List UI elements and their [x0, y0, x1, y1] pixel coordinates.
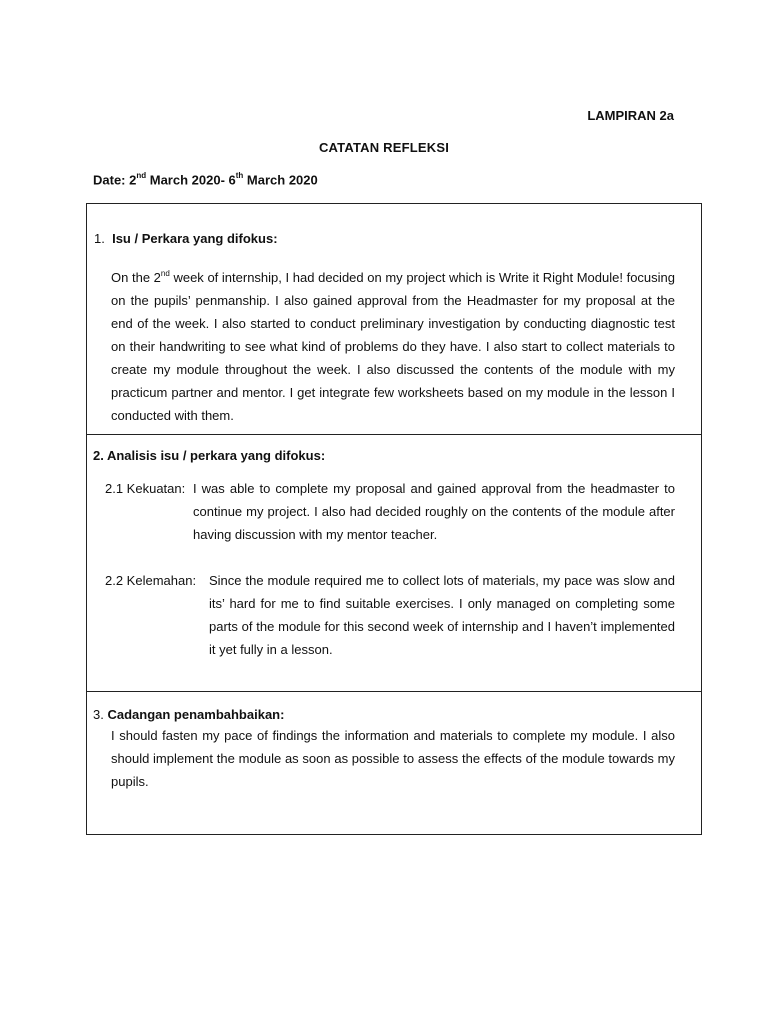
section-improvement-title: Cadangan penambahbaikan: [107, 707, 285, 722]
issue-text-rest: week of internship, I had decided on my project which is Write it Right Module! focusing on the pupils’ penmanship. I also gained approval from the Headmaster for my proposal at the end of the week. I also started to conduct preliminary investigation by conducting diagnostic test on their handwriting to see what kind of problems do they have. I also start to collect materials to create my module throughout the week. I also discussed the contents of the module with my practicum partner and mentor. I get integrate few worksheets based on my module in the lesson I conducted with them. [111, 270, 676, 423]
section-issue-box [86, 203, 702, 435]
section-improvement-heading [93, 707, 284, 722]
weakness-row [105, 569, 675, 663]
section-issue-text [111, 266, 675, 427]
page-title: CATATAN REFLEKSI [318, 140, 450, 155]
date-prefix: Date: 2 [93, 172, 137, 188]
date-suffix: March 2020 [243, 172, 318, 188]
weakness-label: 2.2 Kelemahan: [105, 573, 197, 588]
issue-text-start: On the 2 [111, 270, 161, 285]
section-issue-number: 1. [94, 231, 105, 246]
section-analysis-heading: 2. Analisis isu / perkara yang difokus: [93, 448, 326, 463]
issue-text-sup: nd [160, 268, 170, 278]
section-issue-heading [94, 231, 278, 246]
section-improvement-box [86, 691, 702, 835]
date-sup-1: nd [136, 171, 147, 180]
date-middle: March 2020- 6 [146, 172, 236, 188]
weakness-text: Since the module required me to collect lots of materials, my pace was slow and its’ hard for me to find suitable exercises. I only managed on completing some parts of the module for this second week of internship and I haven’t implemented it yet fully in a lesson. [209, 573, 675, 657]
appendix-label: LAMPIRAN 2a [587, 108, 674, 123]
date-range [93, 172, 318, 187]
strength-label: 2.1 Kekuatan: [105, 481, 186, 496]
strength-text: I was able to complete my proposal and gained approval from the headmaster to continue my project. I also had decided roughly on the contents of the module after having discussion with my mentor teacher. [193, 481, 675, 542]
section-analysis-box [86, 434, 702, 692]
section-issue-title: Isu / Perkara yang difokus: [112, 231, 278, 246]
date-sup-2: th [235, 171, 244, 180]
section-improvement-number: 3. [93, 707, 104, 722]
section-improvement-text: I should fasten my pace of findings the information and materials to complete my module. I also should implement the module as soon as possible to assess the effects of the module towards my pupils. [111, 728, 675, 789]
strength-row [105, 477, 675, 547]
